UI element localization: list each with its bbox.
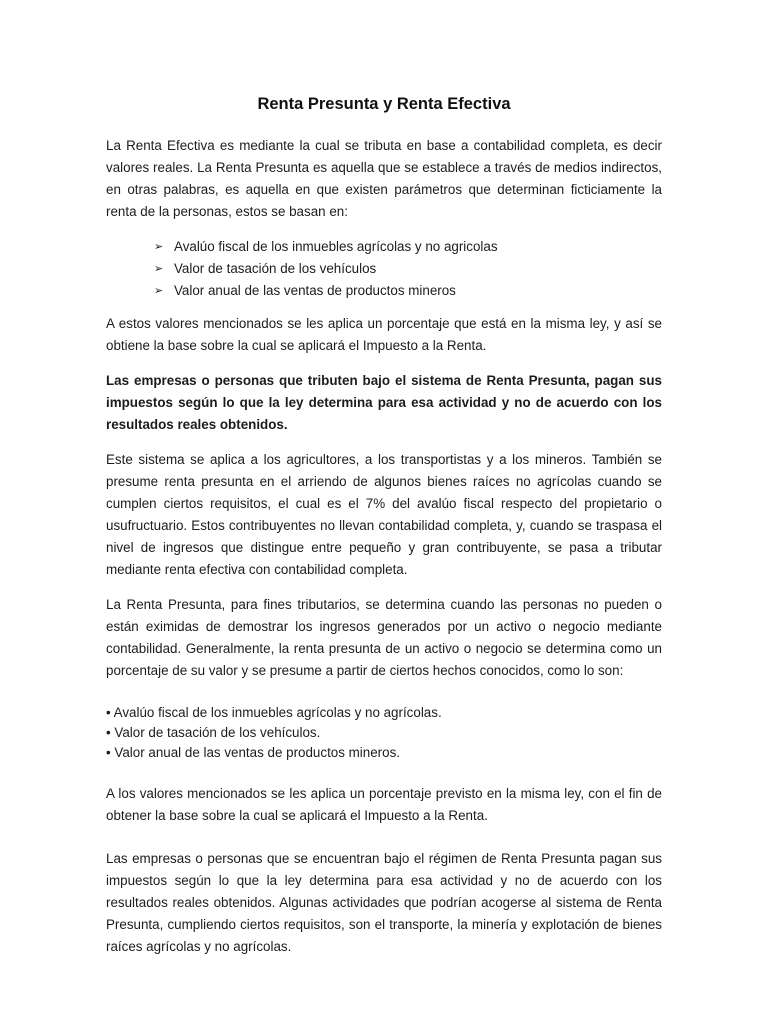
- paragraph-percentage: A estos valores mencionados se les aplica un porcentaje que está en la misma ley, y así se obtiene la base sobre la cual se aplicará el Impuesto a la Renta.: [106, 316, 662, 353]
- arrow-list-item-text: Avalúo fiscal de los inmuebles agrícolas y no agricolas: [174, 239, 498, 254]
- dot-list-item: • Valor de tasación de los vehículos.: [106, 725, 321, 740]
- dot-list-item: • Avalúo fiscal de los inmuebles agrícolas y no agrícolas.: [106, 705, 442, 720]
- arrow-list: [106, 236, 662, 302]
- arrow-list-item-text: Valor de tasación de los vehículos: [174, 261, 377, 276]
- paragraph-regime: Las empresas o personas que se encuentran bajo el régimen de Renta Presunta pagan sus impuestos según lo que la ley determina para esa actividad y no de acuerdo con los resultados reales obtenidos. Algunas actividades que podrían acogerse al sistema de Renta Presunta, cumpliendo ciertos requisitos, son el transporte, la minería y explotación de bienes raíces agrícolas y no agrícolas.: [106, 851, 662, 954]
- arrow-list-item: [154, 280, 662, 302]
- bold-paragraph: Las empresas o personas que tributen bajo el sistema de Renta Presunta, pagan sus impuestos según lo que la ley determina para esa actividad y no de acuerdo con los resultados reales obtenidos.: [106, 373, 662, 432]
- dot-list-item: • Valor anual de las ventas de productos mineros.: [106, 745, 400, 760]
- paragraph-values: A los valores mencionados se les aplica un porcentaje previsto en la misma ley, con el fin de obtener la base sobre la cual se aplicará el Impuesto a la Renta.: [106, 786, 662, 823]
- paragraph-definition: La Renta Presunta, para fines tributarios, se determina cuando las personas no pueden o están eximidas de demostrar los ingresos generados por un activo o negocio mediante contabilidad. Generalmente, la renta presunta de un activo o negocio se determina como un porcentaje de su valor y se presume a partir de ciertos hechos conocidos, como lo son:: [106, 597, 662, 678]
- dot-list: [106, 703, 662, 763]
- paragraph-system: Este sistema se aplica a los agricultores, a los transportistas y a los mineros. También se presume renta presunta en el arriendo de algunos bienes raíces no agrícolas cuando se cumplen ciertos requisitos, el cual es el 7% del avalúo fiscal respecto del propietario o usufructuario. Estos contribuyentes no llevan contabilidad completa, y, cuando se traspasa el nivel de ingresos que distingue entre pequeño y gran contribuyente, se pasa a tributar mediante renta efectiva con contabilidad completa.: [106, 452, 662, 577]
- document-page: [106, 94, 662, 971]
- arrow-bullet-icon: ➢: [154, 241, 164, 253]
- arrow-list-item: [154, 258, 662, 280]
- arrow-list-item: [154, 236, 662, 258]
- document-title: Renta Presunta y Renta Efectiva: [257, 95, 511, 113]
- arrow-bullet-icon: ➢: [154, 285, 164, 297]
- arrow-list-item-text: Valor anual de las ventas de productos mineros: [174, 283, 456, 298]
- arrow-bullet-icon: ➢: [154, 263, 164, 275]
- intro-paragraph: La Renta Efectiva es mediante la cual se tributa en base a contabilidad completa, es decir valores reales. La Renta Presunta es aquella que se establece a través de medios indirectos, en otras palabras, es aquella en que existen parámetros que determinan ficticiamente la renta de la personas, estos se basan en:: [106, 138, 662, 219]
